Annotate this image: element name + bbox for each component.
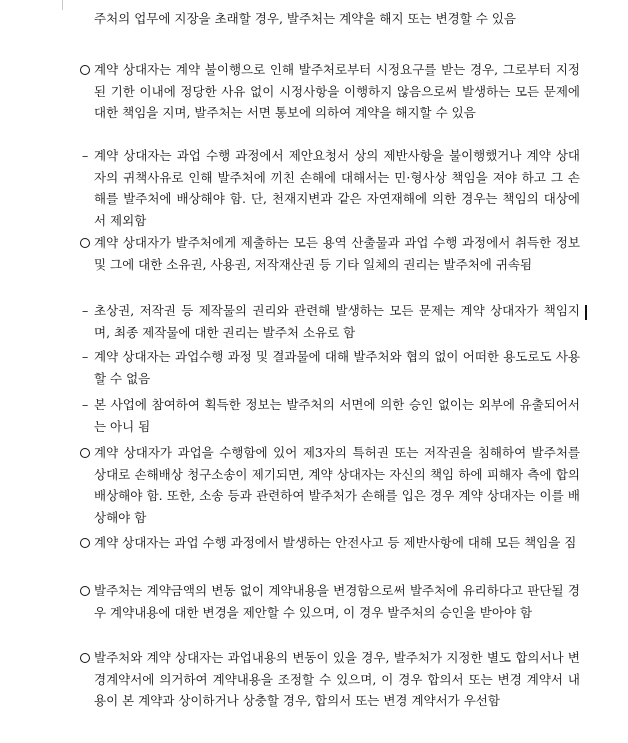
list-item <box>80 145 580 231</box>
list-item <box>80 59 580 124</box>
paragraph-text: 발주처와 계약 상대자는 과업내용의 변동이 있을 경우, 발주처가 지정한 별도 합의서나 변경계약서에 의거하여 계약내용을 조정할 수 있으며, 이 경우 합의서 또는 변경 계약서 내용이 본 계약과 상이하거나 상충할 경우, 합의서 또는 변경 계약서가 우선함 <box>94 650 580 708</box>
list-item <box>80 232 580 275</box>
text-cursor <box>585 305 587 320</box>
list-item <box>80 394 580 437</box>
paragraph-text: 계약 상대자는 과업 수행 과정에서 제안요청서 상의 제반사항을 불이행했거나 계약 상대자의 귀책사유로 인해 발주처에 끼친 손해에 대해서는 민·형사상 책임을 져야 하고 그 손해를 발주처에 배상해야 함. 단, 천재지변과 같은 자연재해에 의한 경우는 책임의 대상에서 제외함 <box>94 148 580 228</box>
dash-bullet-icon: – <box>82 397 89 412</box>
paragraph-text: 발주처는 계약금액의 변동 없이 계약내용을 변경함으로써 발주처에 유리하다고 판단될 경우 계약내용에 대한 변경을 제안할 수 있으며, 이 경우 발주처의 승인을 받아야 함 <box>94 583 580 620</box>
circle-bullet-icon <box>80 538 90 548</box>
circle-bullet-icon <box>80 448 90 458</box>
circle-bullet-icon <box>80 65 90 75</box>
paragraph-text: 계약 상대자는 과업수행 과정 및 결과물에 대해 발주처와 협의 없이 어떠한 용도로도 사용할 수 없음 <box>94 349 580 386</box>
dash-bullet-icon: – <box>82 148 89 163</box>
dash-bullet-icon: – <box>82 349 89 364</box>
list-item <box>80 300 580 343</box>
list-item <box>80 580 580 623</box>
list-item <box>80 442 580 528</box>
paragraph-text <box>80 300 580 343</box>
paragraph-text: 계약 상대자는 계약 불이행으로 인해 발주처로부터 시정요구를 받는 경우, 그로부터 지정된 기한 이내에 정당한 사유 없이 시정사항을 이행하지 않음으로써 발생하는 모든 문제에 대한 책임을 지며, 발주처는 서면 통보에 의하여 계약을 해지할 수 있음 <box>94 62 580 120</box>
list-item <box>80 8 580 30</box>
circle-bullet-icon <box>80 238 90 248</box>
circle-bullet-icon <box>80 586 90 596</box>
paragraph-text: 계약 상대자는 과업 수행 과정에서 발생하는 안전사고 등 제반사항에 대해 모든 책임을 짐 <box>94 535 577 550</box>
circle-bullet-icon <box>80 653 90 663</box>
paragraph-text: 계약 상대자가 과업을 수행함에 있어 제3자의 특허권 또는 저작권을 침해하여 발주처를 상대로 손해배상 청구소송이 제기되면, 계약 상대자는 자신의 책임 하에 피해자 측에 합의 배상해야 함. 또한, 소송 등과 관련하여 발주처가 손해를 입은 경우 계약 상대자는 이를 배상해야 함 <box>94 445 580 525</box>
paragraph-text: 계약 상대자가 발주처에게 제출하는 모든 용역 산출물과 과업 수행 과정에서 취득한 정보 및 그에 대한 소유권, 사용권, 저작재산권 등 기타 일체의 권리는 발주처에 귀속됨 <box>94 235 580 272</box>
paragraph-text: 본 사업에 참여하여 획득한 정보는 발주처의 서면에 의한 승인 없이는 외부에 유출되어서는 아니 됨 <box>94 397 580 434</box>
list-item <box>80 346 580 389</box>
dash-bullet-icon: – <box>82 303 89 318</box>
list-item <box>80 532 580 554</box>
paragraph-text-content: 초상권, 저작권 등 제작물의 권리와 관련해 발생하는 모든 문제는 계약 상대자가 책임지며, 최종 제작물에 대한 권리는 발주처 소유로 함 <box>94 303 580 340</box>
list-item <box>80 647 580 712</box>
paragraph-text: 주처의 업무에 지장을 초래할 경우, 발주처는 계약을 해지 또는 변경할 수 있음 <box>94 11 517 26</box>
